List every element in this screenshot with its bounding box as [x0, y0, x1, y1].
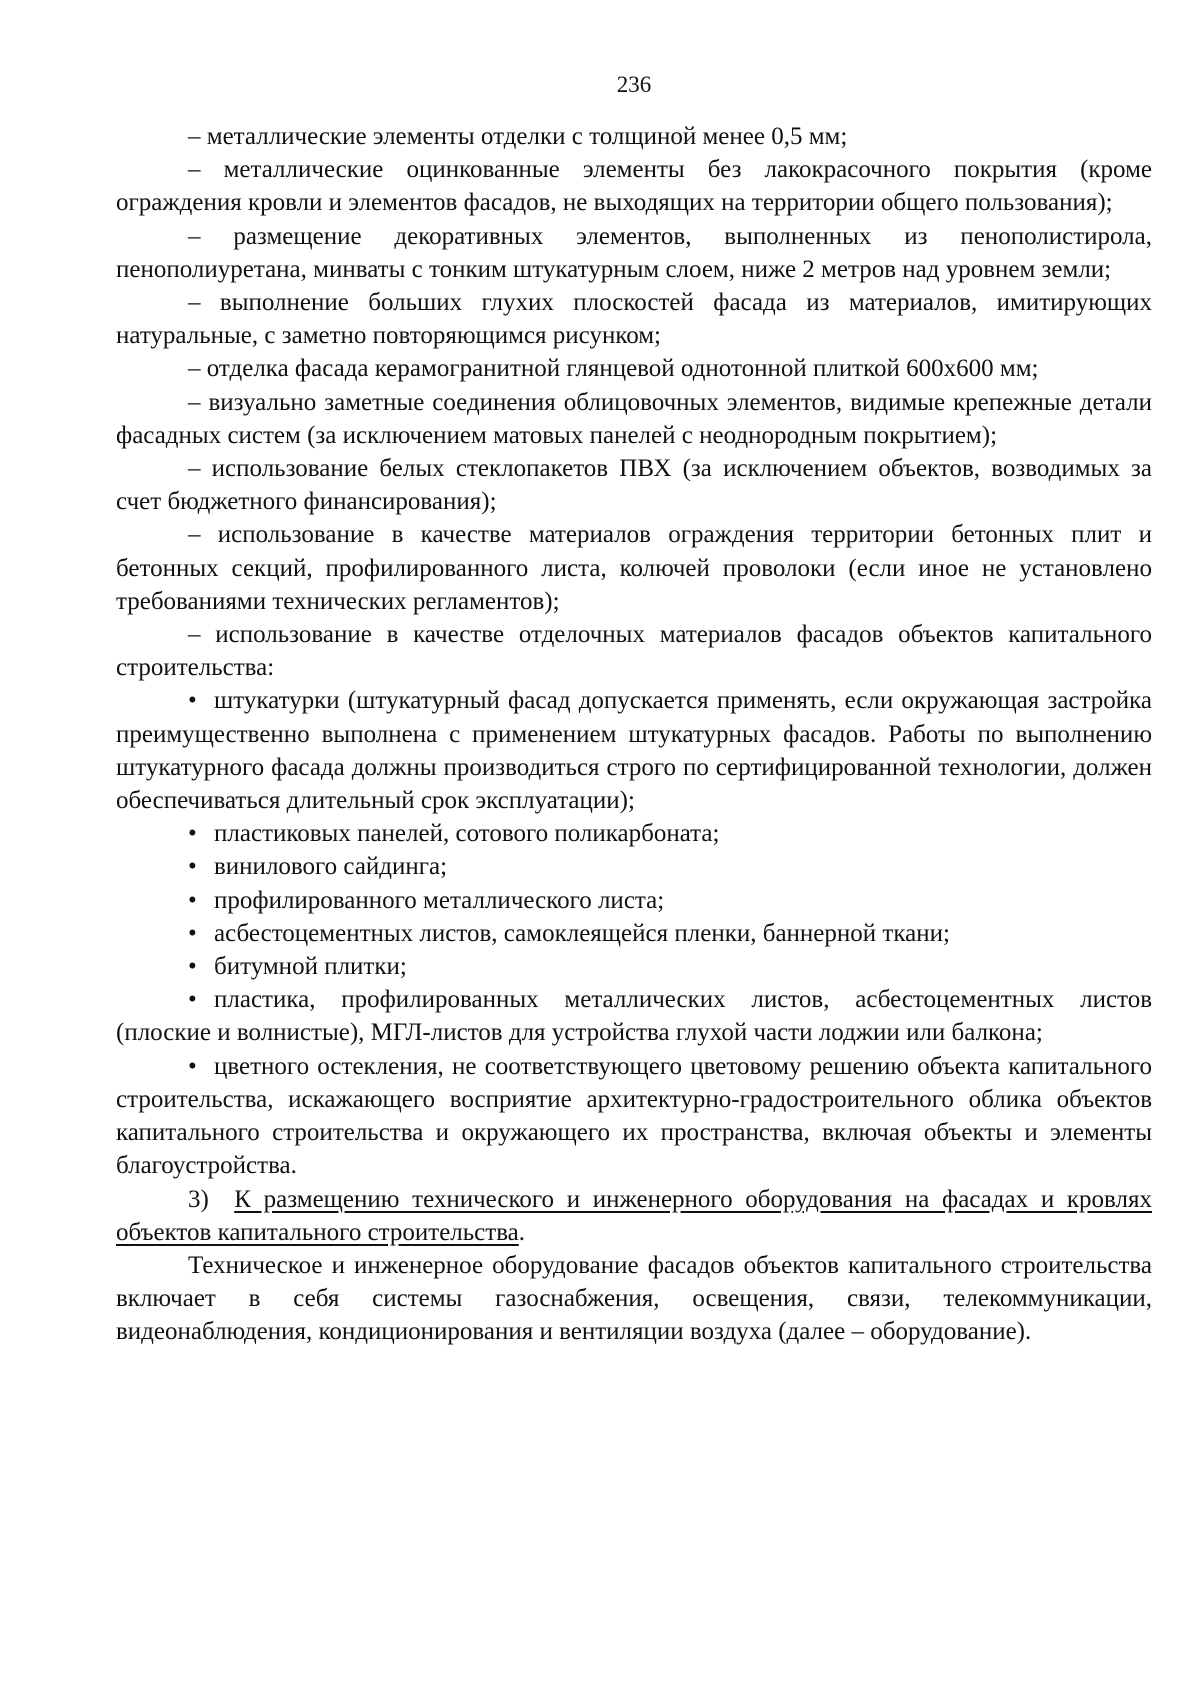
paragraph-porcelain-tile: – отделка фасада керамогранитной глянцевой однотонной плиткой 600х600 мм; — [188, 355, 1039, 383]
list-item — [116, 983, 1152, 1049]
bullet-marker: • — [188, 853, 197, 881]
list-item — [116, 1050, 1152, 1183]
bullet-text: битумной плитки; — [214, 953, 407, 981]
section-heading-end: . — [518, 1218, 526, 1246]
list-item — [116, 817, 1152, 850]
bullet-text: пластиковых панелей, сотового поликарбоната; — [214, 820, 720, 848]
list-item — [116, 850, 1152, 883]
list-item — [116, 884, 1152, 917]
bullet-text: винилового сайдинга; — [214, 853, 448, 881]
bullet-marker: • — [188, 919, 197, 947]
section-number: 3) — [188, 1185, 209, 1213]
paragraph-fence-materials: – использование в качестве материалов ограждения территории бетонных плит и бетонных секций, профилированного листа, колючей проволоки (если иное не установлено требованиями технических регламентов); — [116, 521, 1152, 615]
bullet-marker: • — [188, 820, 197, 848]
paragraph-finishing-materials: – использование в качестве отделочных материалов фасадов объектов капитального строительства: — [116, 621, 1152, 682]
paragraph-blank-planes: – выполнение больших глухих плоскостей фасада из материалов, имитирующих натуральные, с заметно повторяющимся рисунком; — [116, 289, 1152, 350]
bullet-text: асбестоцементных листов, самоклеящейся пленки, баннерной ткани; — [214, 919, 950, 947]
bullet-text: профилированного металлического листа; — [214, 886, 665, 914]
bullet-text: штукатурки (штукатурный фасад допускается применять, если окружающая застройка преимущественно выполнена с применением штукатурных фасадов. Работы по выполнению штукатурного фасада должны производиться строго по сертифицированной технологии, должен обеспечиваться длительный срок эксплуатации); — [116, 687, 1152, 815]
bullet-marker: • — [188, 1052, 197, 1080]
paragraph-galvanized: – металлические оцинкованные элементы без лакокрасочного покрытия (кроме ограждения кровли и элементов фасадов, не выходящих на территории общего пользования); — [116, 156, 1152, 217]
document-page — [116, 70, 1152, 1349]
bullet-marker: • — [188, 953, 197, 981]
paragraph-equipment: Техническое и инженерное оборудование фасадов объектов капитального строительства включает в себя системы газоснабжения, освещения, связи, телекоммуникации, видеонаблюдения, кондиционирования и вентиляции воздуха (далее – оборудование). — [116, 1251, 1152, 1346]
paragraph-visible-joints: – визуально заметные соединения облицовочных элементов, видимые крепежные детали фасадных систем (за исключением матовых панелей с неоднородным покрытием); — [116, 388, 1152, 449]
section-heading — [116, 1183, 1152, 1249]
paragraph-decorative: – размещение декоративных элементов, выполненных из пенополистирола, пенополиуретана, минваты с тонким штукатурным слоем, ниже 2 метров над уровнем земли; — [116, 222, 1152, 283]
list-item — [116, 917, 1152, 950]
section-heading-text: К размещению технического и инженерного оборудования на фасадах и кровлях объектов капитального строительства — [116, 1185, 1153, 1246]
bullet-text: цветного остекления, не соответствующего цветовому решению объекта капитального строительства, искажающего восприятие архитектурно-градостроительного облика объектов капитального строительства и окружающего их пространства, включая объекты и элементы благоустройства. — [116, 1052, 1152, 1180]
bullet-marker: • — [188, 687, 197, 715]
page-number: 236 — [616, 72, 652, 97]
bullet-text: пластика, профилированных металлических листов, асбестоцементных листов (плоские и волнистые), МГЛ-листов для устройства глухой части лоджии или балкона; — [116, 986, 1152, 1047]
paragraph-metal-finish: – металлические элементы отделки с толщиной менее 0,5 мм; — [188, 123, 848, 150]
bullet-marker: • — [188, 886, 197, 914]
paragraph-white-pvc: – использование белых стеклопакетов ПВХ (за исключением объектов, возводимых за счет бюджетного финансирования); — [116, 455, 1152, 516]
bullet-marker: • — [188, 986, 197, 1014]
list-item — [116, 950, 1152, 983]
list-item — [116, 684, 1152, 817]
